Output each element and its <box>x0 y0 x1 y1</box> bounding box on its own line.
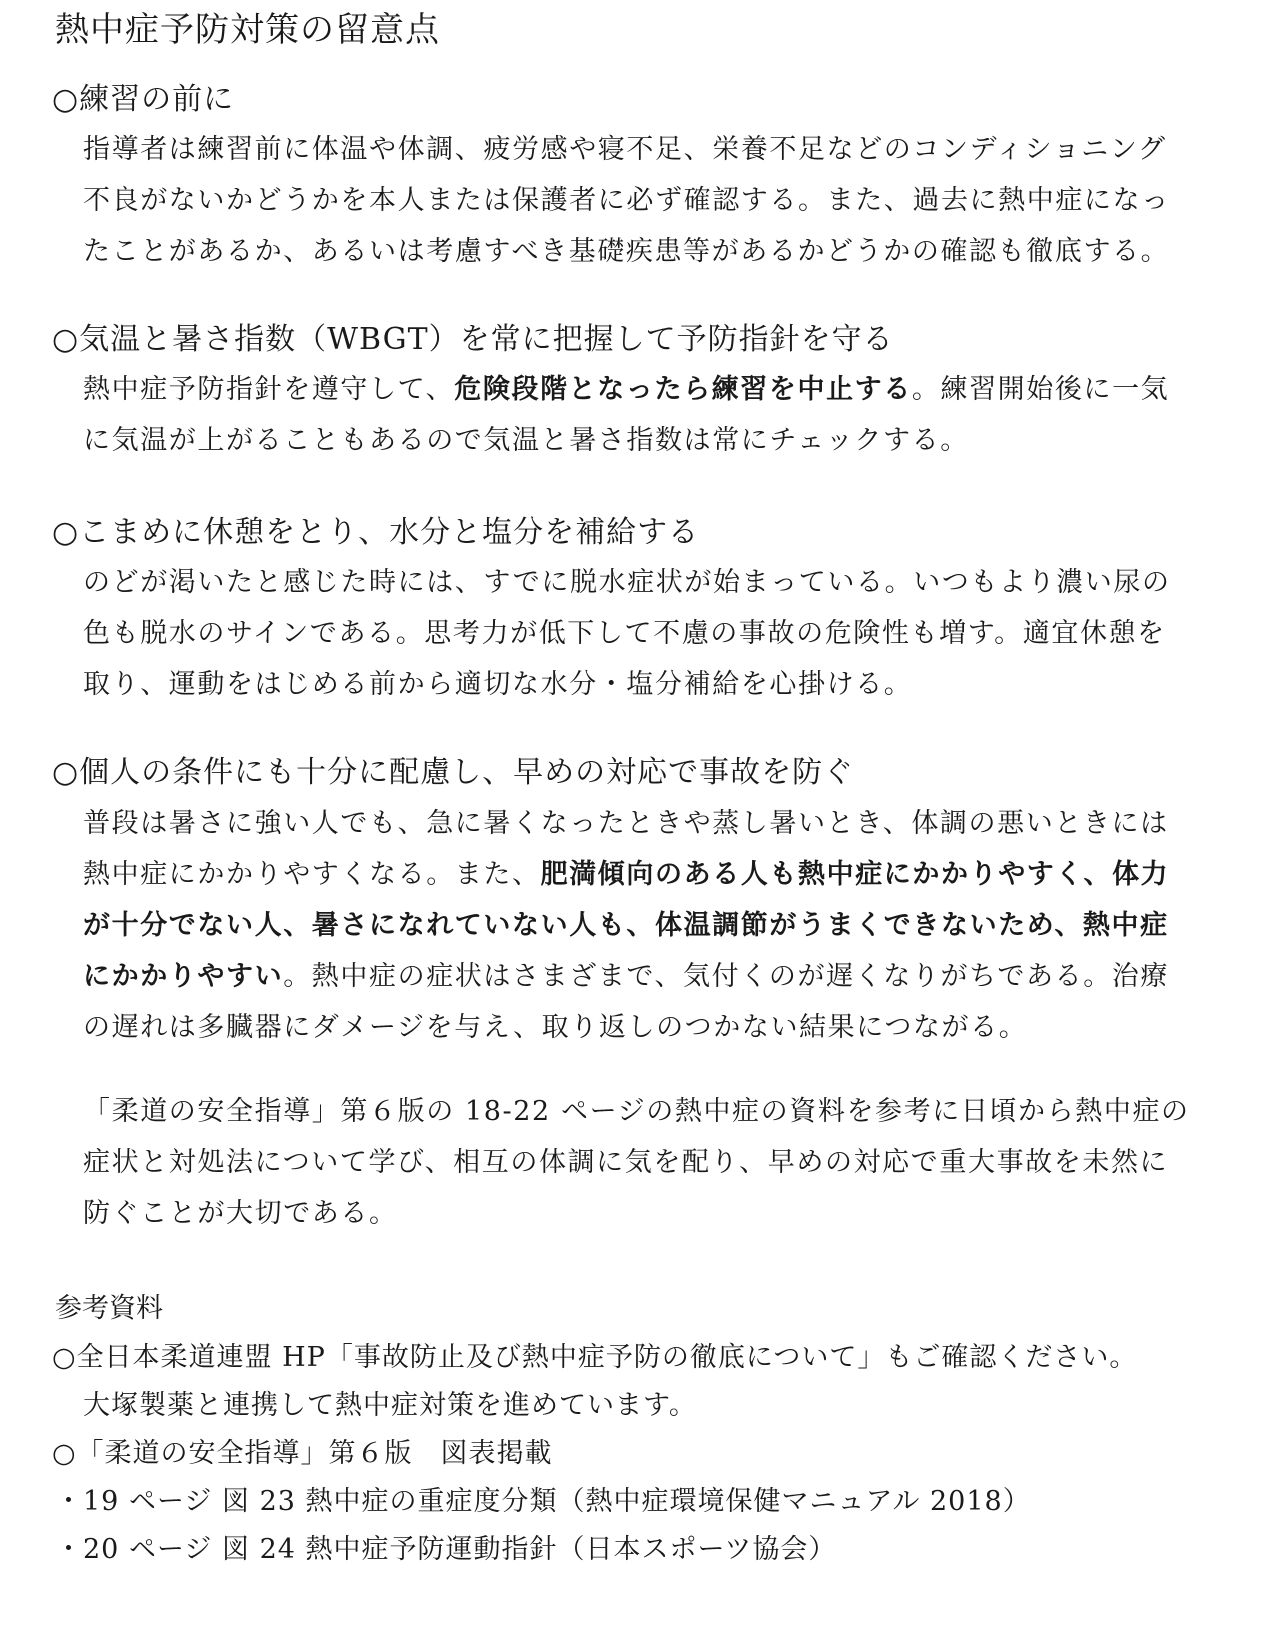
closing-paragraph <box>83 1086 1248 1239</box>
reference-item: 大塚製薬と連携して熱中症対策を進めています。 <box>83 1390 697 1421</box>
body-line: 指導者は練習前に体温や体調、疲労感や寝不足、栄養不足などのコンディショニング <box>83 134 1167 165</box>
section-body-before-practice <box>83 124 1248 277</box>
section-body-hydration <box>83 557 1248 710</box>
body-line: 防ぐことが大切である。 <box>83 1198 398 1229</box>
section-heading-individual-conditions: ○個人の条件にも十分に配慮し、早めの対応で事故を防ぐ <box>52 755 855 790</box>
section-body-individual-conditions <box>83 798 1248 1053</box>
reference-item: ・20 ページ 図 24 熱中症予防運動指針（日本スポーツ協会） <box>55 1534 837 1565</box>
body-line: に気温が上がることもあるので気温と暑さ指数は常にチェックする。 <box>83 425 969 456</box>
reference-item: ○全日本柔道連盟 HP「事故防止及び熱中症予防の徹底について」もご確認ください。 <box>52 1342 1138 1373</box>
body-line: 不良がないかどうかを本人または保護者に必ず確認する。また、過去に熱中症になっ <box>83 185 1170 216</box>
reference-item: ・19 ページ 図 23 熱中症の重症度分類（熱中症環境保健マニュアル 2018） <box>55 1486 1031 1517</box>
emphasis-text: にかかりやすい <box>83 961 284 992</box>
body-text: 熱中症予防指針を遵守して、 <box>83 374 455 405</box>
body-text: 。練習開始後に一気 <box>911 374 1170 405</box>
references-heading: 参考資料 <box>55 1293 163 1324</box>
page-title: 熱中症予防対策の留意点 <box>55 10 440 50</box>
body-text: 。熱中症の症状はさまざまで、気付くのが遅くなりがちである。治療 <box>283 961 1169 992</box>
body-line: のどが渇いたと感じた時には、すでに脱水症状が始まっている。いつもより濃い尿の <box>83 567 1171 598</box>
emphasis-text: 危険段階となったら練習を中止する <box>454 374 912 405</box>
emphasis-text: 肥満傾向のある人も熱中症にかかりやすく、体力 <box>540 859 1170 890</box>
reference-item: ○「柔道の安全指導」第６版 図表掲載 <box>52 1438 553 1469</box>
body-text: 熱中症にかかりやすくなる。また、 <box>83 859 541 890</box>
body-line <box>83 951 1248 1002</box>
body-line <box>83 364 1248 415</box>
body-line: が十分でない人、暑さになれていない人も、体温調節がうまくできないため、熱中症 <box>83 910 1169 941</box>
body-line: 普段は暑さに強い人でも、急に暑くなったときや蒸し暑いとき、体調の悪いときには <box>83 808 1169 839</box>
body-line: 色も脱水のサインである。思考力が低下して不慮の事故の危険性も増す。適宜休憩を <box>83 618 1166 649</box>
section-heading-hydration: ○こまめに休憩をとり、水分と塩分を補給する <box>52 515 700 550</box>
section-heading-before-practice: ○練習の前に <box>52 82 235 117</box>
body-line: 症状と対処法について学び、相互の体調に気を配り、早めの対応で重大事故を未然に <box>83 1147 1169 1178</box>
body-line: の遅れは多臓器にダメージを与え、取り返しのつかない結果につながる。 <box>83 1012 1028 1043</box>
body-line: 取り、運動をはじめる前から適切な水分・塩分補給を心掛ける。 <box>83 669 913 700</box>
section-body-wbgt <box>83 364 1248 466</box>
section-heading-wbgt: ○気温と暑さ指数（WBGT）を常に把握して予防指針を守る <box>52 322 894 357</box>
body-line: たことがあるか、あるいは考慮すべき基礎疾患等があるかどうかの確認も徹底する。 <box>83 236 1170 267</box>
body-line: 「柔道の安全指導」第６版の 18-22 ページの熱中症の資料を参考に日頃から熱中症の <box>83 1096 1190 1127</box>
body-line <box>83 849 1248 900</box>
